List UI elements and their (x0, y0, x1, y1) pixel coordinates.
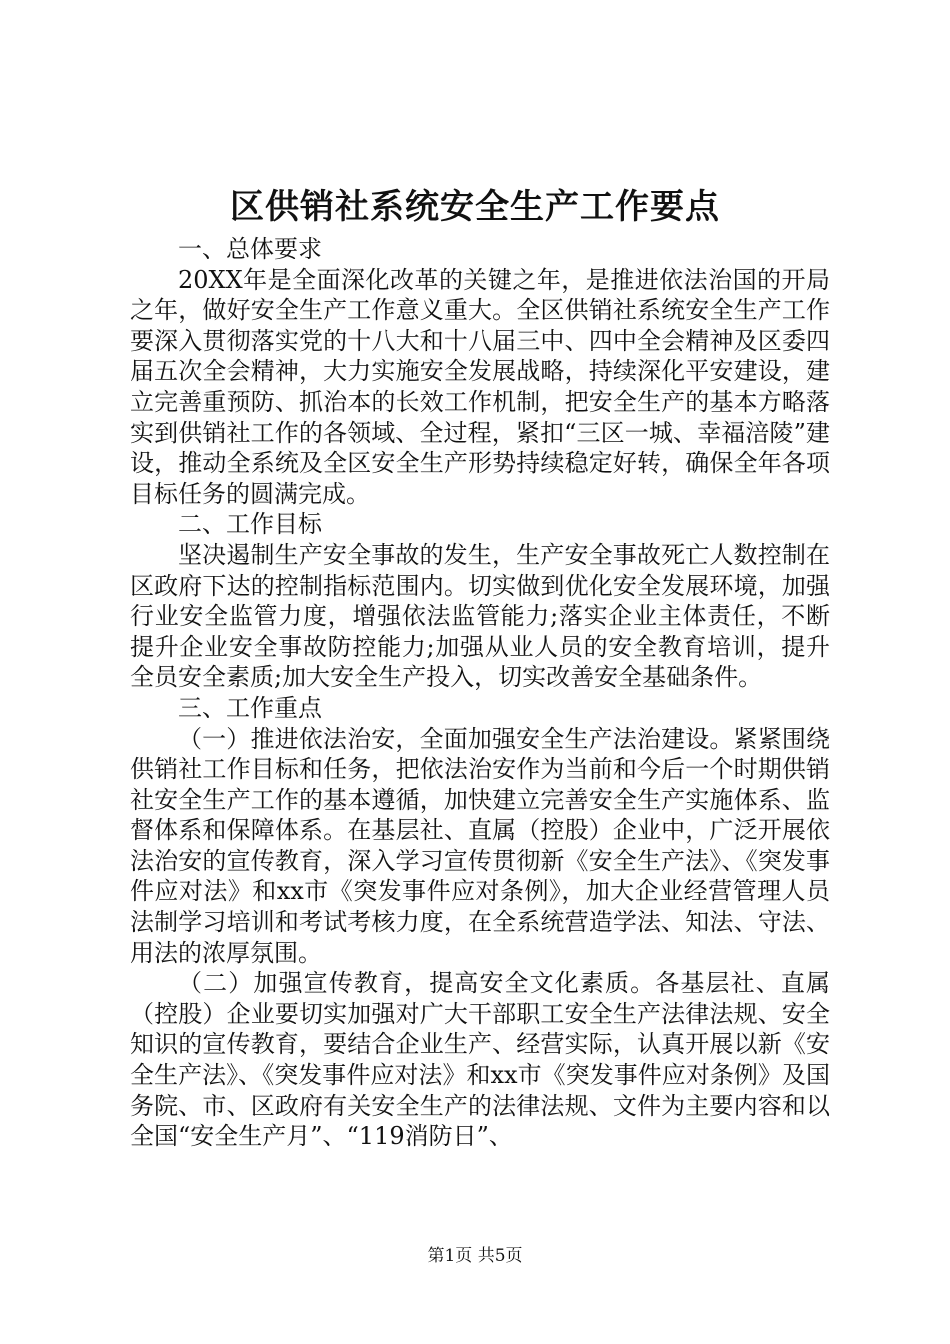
section-heading-general-requirements: 一、总体要求 (178, 235, 322, 263)
section-heading-work-priorities: 三、工作重点 (178, 693, 322, 722)
paragraph-priority-2: （二）加强宣传教育，提高安全文化素质。各基层社、直属（控股）企业要切实加强对广大干部职工安全生产法律法规、安全知识的宣传教育，要结合企业生产、经营实际，认真开展以新《安全生产法》、《突发事件应对法》和xx市《突发事件应对条例》及国务院、市、区政府有关安全生产的法律法规、文件为主要内容和以全国“安全生产月”、“119消防日”、 (130, 969, 830, 1151)
document-title: 区供销社系统安全生产工作要点 (230, 187, 720, 227)
page-number-footer: 第1页 共5页 (427, 1246, 523, 1266)
document-body (130, 234, 830, 1152)
paragraph-general-requirements: 20XX年是全面深化改革的关键之年，是推进依法治国的开局之年，做好安全生产工作意义重大。全区供销社系统安全生产工作要深入贯彻落实党的十八大和十八届三中、四中全会精神及区委四届五次全会精神，大力实施安全发展战略，持续深化平安建设，建立完善重预防、抓治本的长效工作机制，把安全生产的基本方略落实到供销社工作的各领域、全过程，紧扣“三区一城、幸福涪陵”建设，推动全系统及全区安全生产形势持续稳定好转，确保全年各项目标任务的圆满完成。 (130, 265, 830, 508)
paragraph-work-goals: 坚决遏制生产安全事故的发生，生产安全事故死亡人数控制在区政府下达的控制指标范围内。切实做到优化安全发展环境，加强行业安全监管力度，增强依法监管能力;落实企业主体责任，不断提升企业安全事故防控能力;加强从业人员的安全教育培训，提升全员安全素质;加大安全生产投入，切实改善安全基础条件。 (130, 540, 830, 692)
paragraph-priority-1: （一）推进依法治安，全面加强安全生产法治建设。紧紧围绕供销社工作目标和任务，把依法治安作为当前和今后一个时期供销社安全生产工作的基本遵循，加快建立完善安全生产实施体系、监督体系和保障体系。在基层社、直属（控股）企业中，广泛开展依法治安的宣传教育，深入学习宣传贯彻新《安全生产法》、《突发事件应对法》和xx市《突发事件应对条例》，加大企业经营管理人员法制学习培训和考试考核力度，在全系统营造学法、知法、守法、用法的浓厚氛围。 (130, 724, 830, 967)
section-heading-work-goals: 二、工作目标 (178, 510, 322, 539)
